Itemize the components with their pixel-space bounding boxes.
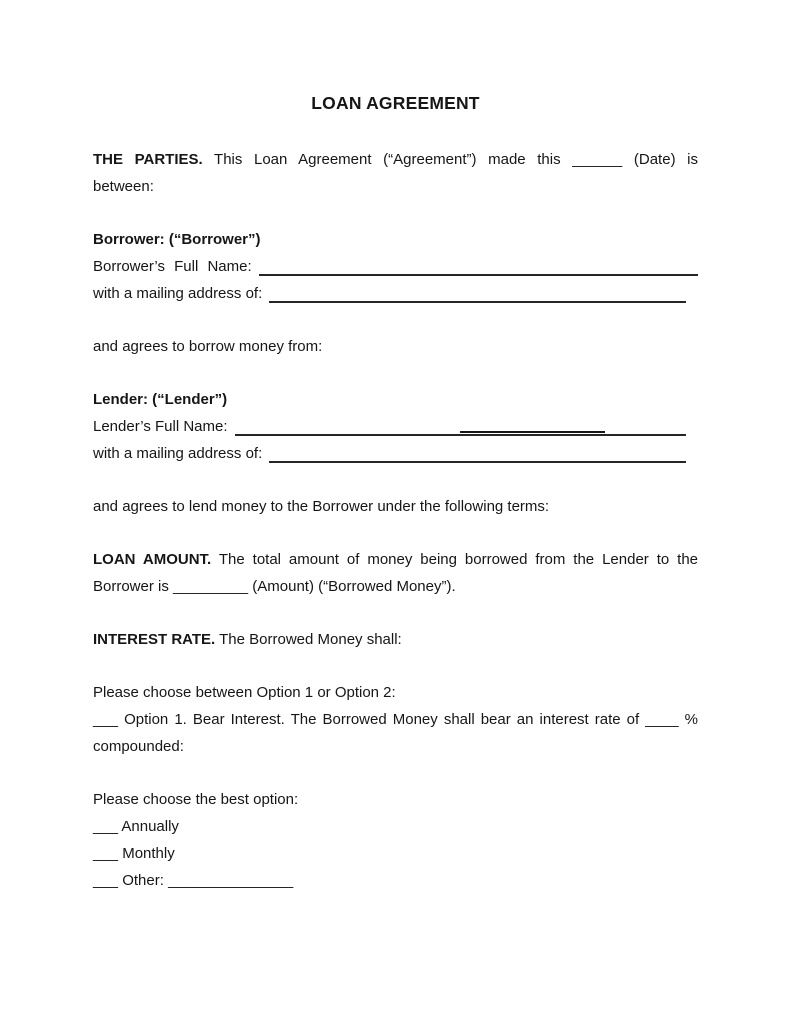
borrower-address-label: with a mailing address of: xyxy=(93,285,263,302)
borrow-transition-text: and agrees to borrow money from: xyxy=(93,338,323,355)
compound-prompt: Please choose the best option: xyxy=(93,791,299,808)
compound-option-monthly xyxy=(93,840,698,867)
interest-rate-line xyxy=(93,626,698,653)
document-title: LOAN AGREEMENT xyxy=(311,93,480,113)
lender-section xyxy=(93,386,698,467)
checkbox-blank: ___ xyxy=(93,845,119,862)
option-label-monthly: Monthly xyxy=(122,845,175,862)
parties-line1 xyxy=(93,146,698,173)
borrower-name-line xyxy=(93,253,698,280)
interest-option1-line: ___ Option 1. Bear Interest. The Borrowed Money shall bear an interest rate of ____ % xyxy=(93,711,698,728)
borrow-transition-paragraph xyxy=(93,333,698,360)
borrower-address-line xyxy=(93,280,698,307)
lender-address-line xyxy=(93,440,698,467)
option-label-other: Other: xyxy=(122,872,164,889)
loan-amount-line1-text: The total amount of money being borrowed from the Lender to the xyxy=(218,551,699,568)
lender-name-label: Lender’s Full Name: xyxy=(93,418,228,435)
parties-line2: between: xyxy=(93,178,154,195)
lender-address-blank xyxy=(269,440,686,463)
loan-amount-line1 xyxy=(93,546,698,573)
lender-address-label: with a mailing address of: xyxy=(93,445,263,462)
parties-line1-text: This Loan Agreement (“Agreement”) made this ______ (Date) is xyxy=(214,151,699,168)
interest-options-paragraph xyxy=(93,679,698,760)
parties-heading: THE PARTIES. xyxy=(93,151,203,168)
borrower-name-blank xyxy=(259,253,698,276)
lender-name-blank xyxy=(235,413,686,436)
option-label-annually: Annually xyxy=(121,818,179,835)
parties-paragraph xyxy=(93,146,698,200)
compound-option-annually xyxy=(93,813,698,840)
lender-name-line xyxy=(93,413,698,440)
compound-option-other xyxy=(93,867,698,894)
interest-rate-text: The Borrowed Money shall: xyxy=(219,631,402,648)
checkbox-blank: ___ xyxy=(93,872,119,889)
checkbox-blank: ___ xyxy=(93,818,119,835)
compound-frequency-paragraph xyxy=(93,786,698,894)
borrower-address-blank xyxy=(269,280,686,303)
lender-name-blank-overlap xyxy=(460,431,604,433)
lend-transition-text: and agrees to lend money to the Borrower under the following terms: xyxy=(93,498,550,515)
interest-rate-heading: INTEREST RATE. xyxy=(93,631,216,648)
loan-amount-line2: Borrower is _________ (Amount) (“Borrowed Money”). xyxy=(93,578,456,595)
lend-transition-paragraph xyxy=(93,493,698,520)
borrower-section xyxy=(93,226,698,307)
interest-rate-paragraph xyxy=(93,626,698,653)
lender-heading: Lender: (“Lender”) xyxy=(93,391,228,408)
interest-options-prompt: Please choose between Option 1 or Option 2: xyxy=(93,684,396,701)
loan-amount-heading: LOAN AMOUNT. xyxy=(93,551,212,568)
loan-amount-paragraph xyxy=(93,546,698,600)
borrower-heading: Borrower: (“Borrower”) xyxy=(93,231,261,248)
borrower-name-label: Borrower’s Full Name: xyxy=(93,258,252,275)
other-fill-blank: _______________ xyxy=(168,872,294,889)
interest-option1-continuation: compounded: xyxy=(93,738,184,755)
